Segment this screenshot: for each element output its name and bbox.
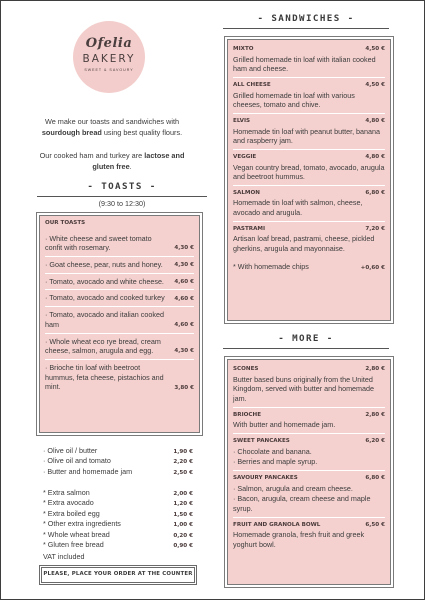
more-item-header [233, 438, 385, 446]
toast-extra-text: * Extra boiled egg [43, 508, 100, 518]
toast-option-price: 1,90 € [173, 449, 193, 455]
toast-extra-text: * Other extra ingredients [43, 519, 121, 529]
toast-option [43, 467, 193, 477]
more-item-price: 6,50 € [365, 521, 385, 528]
sandwich-item [233, 78, 385, 114]
toast-text: · Tomato, avocado and italian cooked ham [45, 310, 164, 329]
more-item-header [233, 366, 385, 374]
more-item-price: 2,80 € [365, 411, 385, 418]
toast-item [45, 290, 194, 307]
more-item-description: · Berries and maple syrup. [233, 457, 318, 467]
intro-text: We make our toasts and sandwiches with [44, 117, 180, 126]
order-at-counter-button[interactable]: PLEASE, PLACE YOUR ORDER AT THE COUNTER [41, 567, 195, 583]
toast-text: · Tomato, avocado and white cheese. [45, 276, 164, 286]
toast-option-price: 2,20 € [173, 459, 193, 466]
sandwich-description: Grilled homemade tin loaf with italian cooked ham and cheese. [233, 54, 376, 74]
sandwich-item [233, 150, 385, 186]
toasts-divider [37, 196, 207, 197]
chips-extra [233, 257, 385, 273]
sandwich-description: Vegan country bread, tomato, avocado, arugula and beetroot hummus. [233, 162, 385, 182]
more-item-price: 6,20 € [365, 437, 385, 444]
more-item-description: Butter based buns originally from the United Kingdom, served with butter and homemade jam. [233, 374, 375, 403]
sandwich-item [233, 186, 385, 222]
sandwich-price: 4,50 € [365, 46, 385, 52]
intro-text: using best quality flours. [103, 127, 183, 137]
intro-emphasis: sourdough bread [41, 127, 102, 137]
more-divider [223, 348, 389, 349]
sandwich-name: PASTRAMI [233, 225, 266, 232]
sandwich-price: 4,50 € [365, 81, 385, 88]
toast-extra [43, 540, 193, 550]
sandwich-header [233, 190, 385, 198]
toasts-box-title: OUR TOASTS [45, 220, 86, 226]
sandwich-description: Grilled homemade tin loaf with various cheeses, tomato and chive. [233, 90, 355, 110]
sandwich-header [233, 82, 385, 90]
more-item [233, 471, 385, 518]
toast-extra-text: * Whole wheat bread [43, 529, 110, 539]
intro-paragraph-2 [37, 151, 187, 173]
toast-price: 4,30 € [174, 348, 194, 355]
sandwich-header [233, 226, 385, 234]
toast-price: 4,30 € [174, 262, 194, 269]
more-item-header [233, 412, 385, 420]
toast-extra-price: 1,20 € [173, 501, 193, 508]
more-item-name: SCONES [233, 366, 259, 372]
toast-extra [43, 488, 193, 498]
more-list [233, 362, 385, 553]
toast-extra-price: 2,00 € [173, 491, 193, 497]
bakery-logo [73, 21, 145, 93]
toast-extra-text: * Gluten free bread [43, 540, 104, 550]
toast-item [45, 307, 194, 333]
toast-text: · Whole wheat eco rye bread, cream cheese, salmon, arugula and egg. [45, 336, 161, 356]
sandwich-description: Homemade tin loaf with salmon, cheese, avocado and arugula. [233, 198, 363, 218]
sandwich-price: 4,80 € [365, 117, 385, 124]
chips-text: * With homemade chips [233, 261, 309, 271]
chips-price: +0,60 € [360, 264, 385, 271]
sandwich-price: 6,80 € [365, 189, 385, 196]
toast-item [45, 334, 194, 360]
toast-price: 3,80 € [174, 384, 194, 391]
more-item-description: With butter and homemade jam. [233, 420, 336, 430]
toast-item [45, 257, 194, 274]
more-item-name: SAVOURY PANCAKES [233, 474, 298, 481]
toast-extra-price: 1,00 € [173, 522, 193, 529]
sandwich-name: VEGGIE [233, 153, 257, 160]
more-item-name: FRUIT AND GRANOLA BOWL [233, 521, 321, 528]
sandwich-header [233, 118, 385, 126]
more-item [233, 434, 385, 471]
toast-option-text: · Butter and homemade jam [43, 466, 133, 476]
more-item-description: · Bacon, arugula, cream cheese and maple syrup. [233, 494, 371, 513]
logo-word: BAKERY [82, 53, 136, 65]
toast-option-text: · Olive oil / butter [43, 446, 98, 455]
intro-emphasis: lactose and gluten free [92, 151, 185, 171]
toast-extra [43, 530, 193, 540]
sandwich-header [233, 46, 385, 54]
toast-text: · Brioche tin loaf with beetroot hummus, feta cheese, pistachios and mint. [45, 363, 164, 392]
more-item-header [233, 475, 385, 483]
toast-extra-price: 0,90 € [173, 543, 193, 550]
intro-paragraph-1 [37, 117, 187, 139]
toast-extra [43, 519, 193, 529]
vat-note: VAT included [43, 552, 85, 561]
toast-option [43, 456, 193, 466]
toast-item [45, 231, 194, 257]
more-item [233, 408, 385, 434]
intro-text: Our cooked ham and turkey are [39, 151, 143, 160]
toast-extra-text: * Extra salmon [43, 488, 90, 497]
more-item-price: 2,80 € [365, 366, 385, 372]
toast-extra-text: * Extra avocado [43, 498, 94, 508]
sandwich-header [233, 154, 385, 162]
more-heading: - MORE - [278, 333, 334, 344]
intro-text: . [129, 161, 132, 171]
toast-option [43, 446, 193, 456]
toasts-hours: (9:30 to 12:30) [98, 199, 146, 208]
sandwich-name: ELVIS [233, 117, 251, 124]
more-box [227, 359, 391, 585]
sandwiches-divider [223, 28, 389, 29]
toast-extras-list [43, 488, 193, 551]
toast-price: 4,60 € [174, 278, 194, 285]
more-item-description: · Salmon, arugula and cream cheese. [233, 483, 353, 493]
toast-price: 4,60 € [174, 322, 194, 329]
toast-price: 4,30 € [174, 245, 194, 252]
more-item-name: SWEET PANCAKES [233, 437, 290, 444]
toasts-box [39, 215, 200, 433]
sandwiches-heading: - SANDWICHES - [257, 13, 355, 24]
toast-extra [43, 498, 193, 508]
toast-extra-price: 0,20 € [173, 532, 193, 539]
toast-item [45, 360, 194, 395]
sandwich-price: 4,80 € [365, 153, 385, 160]
toast-price: 4,60 € [174, 295, 194, 302]
sandwich-name: MIXTO [233, 46, 254, 52]
sandwich-price: 7,20 € [365, 225, 385, 232]
sandwich-name: SALMON [233, 189, 260, 196]
sandwich-item [233, 222, 385, 257]
more-item [233, 518, 385, 553]
logo-script: Ofelia [85, 36, 133, 51]
toast-options-list [43, 446, 193, 477]
more-item-price: 6,80 € [365, 474, 385, 481]
toast-text: · White cheese and sweet tomato confit with rosemary. [45, 233, 152, 253]
toast-list [45, 231, 194, 396]
sandwich-description: Homemade tin loaf with peanut butter, banana and raspberry jam. [233, 126, 381, 146]
more-item-name: BRIOCHE [233, 411, 262, 418]
more-item-header [233, 522, 385, 530]
logo-tagline: SWEET & SAVOURY [84, 68, 134, 72]
toast-option-price: 2,50 € [173, 469, 193, 476]
toast-extra-price: 1,50 € [173, 511, 193, 518]
more-item-description: Homemade granola, fresh fruit and greek yoghurt bowl. [233, 530, 365, 549]
more-item-description: · Chocolate and banana. [233, 446, 312, 456]
sandwich-list [233, 42, 385, 257]
toasts-heading: - TOASTS - [87, 181, 157, 192]
more-item [233, 362, 385, 408]
toast-extra [43, 509, 193, 519]
sandwich-item [233, 114, 385, 150]
toast-text: · Goat cheese, pear, nuts and honey. [45, 259, 163, 269]
toast-option-text: · Olive oil and tomato [43, 456, 111, 466]
sandwich-item [233, 42, 385, 78]
sandwich-name: ALL CHEESE [233, 81, 271, 88]
toast-item [45, 274, 194, 291]
sandwiches-box [227, 39, 391, 321]
sandwich-description: Artisan loaf bread, pastrami, cheese, pickled gherkins, arugula and mayonnaise. [233, 234, 375, 254]
toast-text: · Tomato, avocado and cooked turkey [45, 293, 165, 303]
